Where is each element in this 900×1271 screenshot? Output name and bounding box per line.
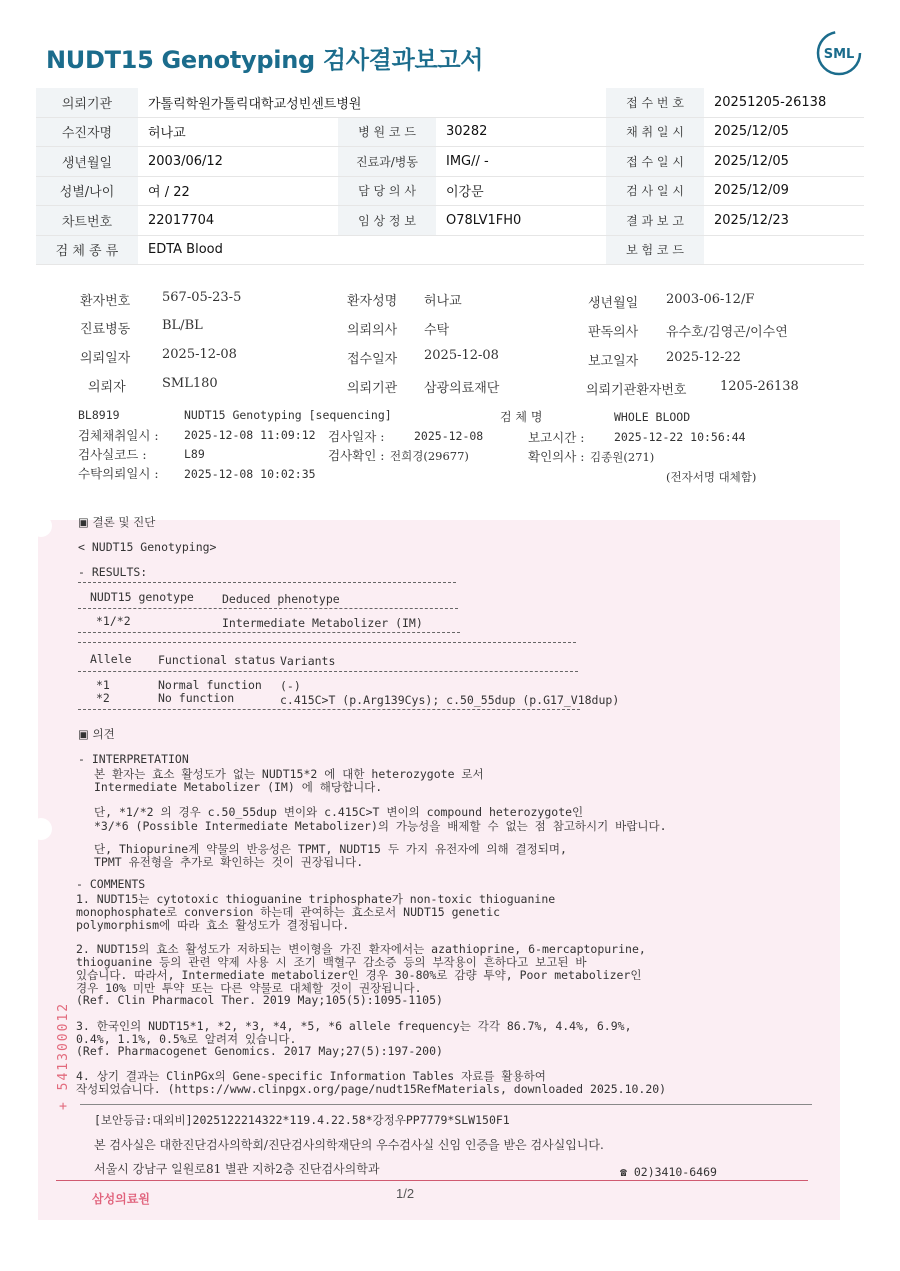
info-value: 여 / 22 (138, 176, 338, 206)
info-value: 2025/12/05 (704, 147, 864, 177)
patient-label: 환자성명 (347, 294, 398, 309)
specimen-code: BL8919 (78, 408, 120, 422)
comments-label: - COMMENTS (76, 877, 146, 891)
info-value: 20251205-26138 (704, 88, 864, 117)
order-label: 수탁의뢰일시 : (78, 466, 159, 481)
info-label: 결 과 보 고 (606, 206, 704, 236)
divider (78, 642, 576, 643)
allele-status: No function (158, 691, 235, 705)
patient-value: 2003-06-12/F (666, 292, 755, 307)
divider (78, 671, 578, 672)
info-value: O78LV1FH0 (436, 206, 606, 236)
allele-name: *2 (96, 691, 110, 705)
info-value: 2025/12/05 (704, 117, 864, 147)
info-value: 2025/12/23 (704, 206, 864, 236)
interp-line: Intermediate Metabolizer (IM) 에 해당합니다. (94, 780, 383, 794)
report-value: 2025-12-22 10:56:44 (614, 430, 746, 444)
comment-line: 4. 상기 결과는 ClinPGx의 Gene-specific Information Tables 자료를 활용하여 (76, 1069, 546, 1083)
comment-line: monophosphate로 conversion 하는데 관여하는 효소로서 NUDT15 genetic (76, 905, 501, 919)
info-value: 22017704 (138, 206, 338, 236)
patient-label: 접수일자 (347, 352, 398, 367)
report-label: 보고시간 : (528, 430, 585, 445)
info-value: 30282 (436, 117, 606, 147)
patient-label: 의뢰의사 (347, 323, 398, 338)
collect-label: 검체채취일시 : (78, 428, 159, 443)
info-label: 의뢰기관 (36, 88, 138, 117)
comment-line: (Ref. Pharmacogenet Genomics. 2017 May;27(5):197-200) (76, 1044, 443, 1058)
patient-value: 2025-12-22 (666, 350, 741, 365)
info-value: 2003/06/12 (138, 147, 338, 177)
comment-line: 경우 10% 미만 투약 또는 다른 약물로 대체할 것이 권장됩니다. (76, 981, 422, 995)
specimen-value: WHOLE BLOOD (614, 410, 691, 424)
info-label: 접 수 일 시 (606, 147, 704, 177)
allele-name: *1 (96, 678, 110, 692)
info-value: IMG// - (436, 147, 606, 177)
order-value: 2025-12-08 10:02:35 (184, 467, 316, 481)
divider (78, 582, 456, 583)
testdate-value: 2025-12-08 (414, 429, 484, 443)
interp-line: TPMT 유전형을 추가로 확인하는 것이 권장됩니다. (94, 855, 364, 869)
info-label: 접 수 번 호 (606, 88, 704, 117)
comment-line: 3. 한국인의 NUDT15*1, *2, *3, *4, *5, *6 allele frequency는 각각 86.7%, 4.4%, 6.9%, (76, 1019, 632, 1033)
interp-line: 본 환자는 효소 활성도가 없는 NUDT15*2 에 대한 heterozygote 로서 (94, 767, 484, 781)
cert-line: 본 검사실은 대한진단검사의학회/진단검사의학재단의 우수검사실 신임 인증을 받은 검사실입니다. (94, 1138, 604, 1152)
allele-variants: c.415C>T (p.Arg139Cys); c.50_55dup (p.G17_V18dup) (280, 693, 620, 707)
patient-value: 허나교 (424, 294, 462, 309)
patient-label: 생년월일 (588, 296, 639, 311)
info-value: 2025/12/09 (704, 176, 864, 206)
col-variants: Variants (280, 654, 336, 668)
comment-line: 0.4%, 1.1%, 0.5%로 알려져 있습니다. (76, 1032, 297, 1046)
room-value: L89 (184, 447, 205, 461)
footer-divider (56, 1180, 808, 1181)
comment-line: thioguanine 등의 관련 약제 사용 시 조기 백혈구 감소증 등의 부작용이 흔하다고 보고된 바 (76, 955, 587, 969)
doctor-label: 확인의사 : (528, 449, 585, 464)
side-code: + 541300012 (56, 1001, 71, 1110)
punch-hole (30, 818, 52, 840)
patient-value: 567-05-23-5 (162, 290, 242, 305)
comment-line: 2. NUDT15의 효소 활성도가 저하되는 변이형을 가진 환자에서는 azathioprine, 6-mercaptopurine, (76, 942, 646, 956)
patient-value: 1205-26138 (720, 379, 799, 394)
doctor-value: 김종원(271) (590, 450, 655, 464)
collect-value: 2025-12-08 11:09:12 (184, 428, 316, 442)
col-genotype: NUDT15 genotype (90, 590, 194, 604)
interp-line: 단, Thiopurine계 약물의 반응성은 TPMT, NUDT15 두 가지 유전자에 의해 결정되며, (94, 842, 567, 856)
info-label: 생년월일 (36, 147, 138, 177)
org-name: 삼성의료원 (92, 1192, 150, 1206)
report-title: NUDT15 Genotyping 검사결과보고서 (46, 46, 484, 74)
conclusion-subtitle: < NUDT15 Genotyping> (78, 540, 217, 554)
info-label: 검 체 종 류 (36, 235, 138, 265)
info-label: 성별/나이 (36, 176, 138, 206)
comment-line: (Ref. Clin Pharmacol Ther. 2019 May;105(5):1095-1105) (76, 993, 443, 1007)
specimen-label: 검 체 명 (500, 410, 543, 424)
opinion-heading: ▣ 의견 (78, 727, 115, 741)
punch-hole (30, 515, 52, 537)
patient-label: 의뢰기관환자번호 (586, 383, 687, 398)
divider (78, 709, 580, 710)
security-line: [보안등급:대외비]2025122214322*119.4.22.58*강정우PP7779*SLW150F1 (94, 1113, 510, 1127)
col-status: Functional status (158, 653, 276, 667)
phone-line: ☎ 02)3410-6469 (620, 1165, 717, 1179)
info-label: 수진자명 (36, 117, 138, 147)
phenotype-value: Intermediate Metabolizer (IM) (222, 616, 423, 630)
conclusion-heading: ▣ 결론 및 진단 (78, 515, 156, 529)
test-name: NUDT15 Genotyping [sequencing] (184, 408, 392, 422)
info-label: 임 상 정 보 (338, 206, 436, 236)
patient-label: 진료병동 (80, 322, 131, 337)
info-label: 담 당 의 사 (338, 176, 436, 206)
patient-value: 2025-12-08 (424, 348, 499, 363)
comment-line: polymorphism에 따라 효소 활성도가 결정됩니다. (76, 918, 350, 932)
logo-text: SML (823, 47, 855, 62)
allele-status: Normal function (158, 678, 262, 692)
room-label: 검사실코드 : (78, 447, 147, 462)
patient-value: 2025-12-08 (162, 347, 237, 362)
patient-label: 의뢰기관 (347, 381, 398, 396)
confirm-value: 전희경(29677) (390, 449, 469, 463)
page-number: 1/2 (396, 1186, 415, 1201)
patient-value: 유수호/김영곤/이수연 (666, 325, 788, 340)
info-label: 병 원 코 드 (338, 117, 436, 147)
testdate-label: 검사일자 : (328, 429, 385, 444)
interp-line: *3/*6 (Possible Intermediate Metabolizer)의 가능성을 배제할 수 없는 점 참고하시기 바랍니다. (94, 819, 667, 833)
allele-variants: (-) (280, 679, 301, 693)
col-allele: Allele (90, 652, 132, 666)
comment-line: 있습니다. 따라서, Intermediate metabolizer인 경우 30-80%로 감량 투약, Poor metabolizer인 (76, 968, 642, 982)
comment-line: 1. NUDT15는 cytotoxic thioguanine triphosphate가 non-toxic thioguanine (76, 892, 556, 906)
patient-value: 수탁 (424, 323, 450, 338)
comment-line: 작성되었습니다. (https://www.clinpgx.org/page/nudt15RefMaterials, downloaded 2025.10.20) (76, 1082, 667, 1096)
results-label: - RESULTS: (78, 565, 148, 579)
divider (78, 608, 458, 609)
interp-line: 단, *1/*2 의 경우 c.50_55dup 변이와 c.415C>T 변이의 compound heterozygote인 (94, 805, 584, 819)
info-value: 허나교 (138, 117, 338, 147)
info-label: 채 취 일 시 (606, 117, 704, 147)
patient-label: 의뢰자 (88, 380, 126, 395)
patient-value: SML180 (162, 376, 218, 391)
info-label: 차트번호 (36, 206, 138, 236)
info-value: EDTA Blood (138, 235, 606, 265)
info-label: 진료과/병동 (338, 147, 436, 177)
address-line: 서울시 강남구 일원로81 별관 지하2층 진단검사의학과 (94, 1162, 380, 1176)
patient-value: BL/BL (162, 318, 203, 333)
info-label: 보 험 코 드 (606, 235, 704, 265)
patient-value: 삼광의료재단 (424, 381, 500, 396)
confirm-label: 검사확인 : (328, 448, 385, 463)
patient-label: 보고일자 (588, 354, 639, 369)
info-value: 이강문 (436, 176, 606, 206)
footer-divider (80, 1104, 812, 1105)
patient-label: 판독의사 (588, 325, 639, 340)
interp-label: - INTERPRETATION (78, 752, 189, 766)
info-label: 검 사 일 시 (606, 176, 704, 206)
patient-label: 환자번호 (80, 294, 131, 309)
patient-label: 의뢰일자 (80, 351, 131, 366)
col-phenotype: Deduced phenotype (222, 592, 340, 606)
signature-note: (전자서명 대체함) (666, 470, 757, 484)
divider (78, 632, 460, 633)
genotype-value: *1/*2 (96, 614, 131, 628)
info-value: 가톨릭학원가톨릭대학교성빈센트병원 (138, 88, 606, 117)
